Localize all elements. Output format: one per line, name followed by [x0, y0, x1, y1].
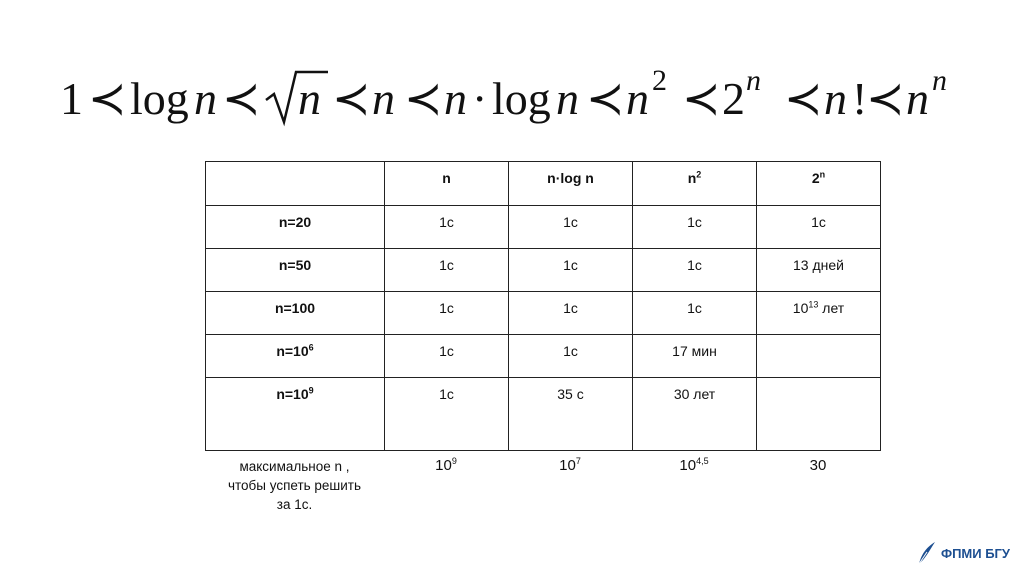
table-cell: 1с: [509, 249, 633, 292]
table-cell: 1с: [385, 206, 509, 249]
formula-dot: ·: [472, 73, 488, 124]
brand-name: ФПМИ БГУ: [940, 545, 1010, 561]
table-cell: 13 дней: [757, 249, 881, 292]
table-cell: 1с: [509, 335, 633, 378]
formula-n: n: [298, 73, 321, 124]
footer-label: [205, 457, 384, 514]
table-row: [206, 206, 881, 249]
table-row: [206, 292, 881, 335]
table-cell: 1с: [385, 249, 509, 292]
formula-exp-n: n: [746, 64, 761, 97]
formula-n: n: [194, 73, 217, 124]
table-cell: 1с: [633, 206, 757, 249]
footer-value: $10^9$: [435, 456, 457, 474]
footer-label-line: за 1с.: [276, 497, 313, 512]
formula-prec: ≺: [222, 73, 261, 124]
table-row: [206, 249, 881, 292]
table-cell: [757, 335, 881, 378]
formula-n: n: [626, 73, 649, 124]
table-cell: 30 лет: [633, 378, 757, 451]
header-cell-empty: [206, 162, 385, 206]
row-label: n=50: [206, 249, 385, 292]
table-row: [206, 378, 881, 451]
formula-log: log: [130, 73, 189, 124]
formula-n: n: [372, 73, 395, 124]
footer-value: $10^7$: [559, 456, 581, 474]
formula-n: n: [824, 73, 847, 124]
header-cell-nlogn: n·log n: [509, 162, 633, 206]
complexity-table: [205, 161, 881, 451]
formula-two: 2: [722, 73, 745, 124]
row-label: n=100: [206, 292, 385, 335]
complexity-formula: [60, 64, 960, 124]
table-cell: 1с: [509, 206, 633, 249]
table-row: [206, 335, 881, 378]
formula-prec: ≺: [866, 73, 905, 124]
formula-prec: ≺: [88, 73, 127, 124]
footer-label-line: максимальное n ,: [239, 459, 350, 474]
table-cell: 1с: [757, 206, 881, 249]
header-cell-n2: $n^2$: [633, 162, 757, 206]
table-cell: 1с: [633, 249, 757, 292]
table-cell: 1с: [385, 292, 509, 335]
formula-n: n: [444, 73, 467, 124]
row-label: n=20: [206, 206, 385, 249]
header-cell-2n: 2$^n$: [757, 162, 881, 206]
formula-svg: [60, 64, 960, 134]
footer-label-line: чтобы успеть решить: [227, 478, 362, 493]
formula-prec: ≺: [784, 73, 823, 124]
table-cell: 35 с: [509, 378, 633, 451]
formula-prec: ≺: [332, 73, 371, 124]
row-label: $n=10^9$: [206, 378, 385, 451]
formula-prec: ≺: [404, 73, 443, 124]
formula-prec: ≺: [682, 73, 721, 124]
table-cell: 1с: [385, 378, 509, 451]
formula-exp-n: n: [932, 64, 947, 97]
table-cell: 1с: [633, 292, 757, 335]
table-cell: [757, 378, 881, 451]
formula-log: log: [492, 73, 551, 124]
formula-n: n: [906, 73, 929, 124]
table-cell: 17 мин: [633, 335, 757, 378]
formula-prec: ≺: [586, 73, 625, 124]
table-header-row: [206, 162, 881, 206]
table-cell: 1с: [509, 292, 633, 335]
table-cell: $10^{13}$ лет: [757, 292, 881, 335]
feather-icon: [915, 540, 937, 566]
formula-bang: !: [852, 73, 868, 124]
formula-exp-2: 2: [652, 64, 667, 97]
formula-n: n: [556, 73, 579, 124]
table-cell: 1с: [385, 335, 509, 378]
row-label: $n=10^6$: [206, 335, 385, 378]
header-cell-n: n: [385, 162, 509, 206]
formula-one: 1: [60, 73, 83, 124]
brand-logo: [915, 540, 1010, 566]
footer-value: 10$^{4,5}$: [679, 456, 709, 474]
footer-value: 30: [809, 457, 827, 474]
